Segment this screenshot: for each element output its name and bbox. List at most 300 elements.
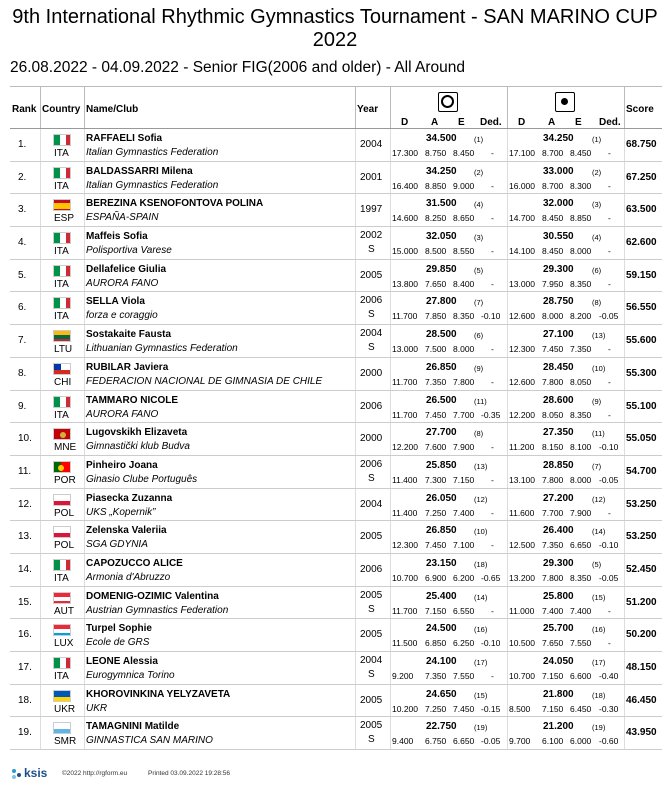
ball-d: 8.500: [509, 703, 531, 714]
gymnast-name: TAMMARO NICOLE: [86, 394, 179, 406]
ball-total: 29.300: [543, 557, 574, 569]
hoop-d: 9.200: [392, 671, 414, 681]
country-code: CHI: [54, 376, 72, 388]
country-flag-icon: [53, 232, 71, 244]
header-country: Country: [42, 104, 81, 115]
country-code: LUX: [54, 638, 74, 650]
club-name: Ecole de GRS: [86, 637, 150, 649]
page-subtitle: 26.08.2022 - 04.09.2022 - Senior FIG(2006 and older) - All Around: [10, 59, 465, 76]
year-value: 2006: [360, 295, 383, 307]
country-code: ITA: [54, 278, 69, 290]
header-a-1: A: [431, 117, 439, 128]
hoop-rank: (13): [474, 461, 488, 471]
ball-ded: -0.30: [599, 703, 619, 714]
ball-ded: -0.40: [599, 671, 619, 681]
final-score: 63.500: [626, 204, 657, 216]
birth-year: [360, 139, 382, 150]
ball-total: 21.200: [543, 721, 574, 733]
hoop-a: 8.250: [425, 213, 447, 224]
country-code: UKR: [54, 703, 76, 715]
hoop-d: 14.600: [392, 213, 418, 224]
hoop-e: 6.650: [453, 736, 475, 747]
hoop-a: 7.600: [425, 442, 447, 453]
country-flag-icon: [53, 265, 71, 277]
table-row: [10, 162, 662, 195]
club-name: SGA GDYNIA: [86, 539, 148, 551]
final-score: 48.150: [626, 662, 657, 673]
hoop-d: 13.000: [392, 344, 418, 355]
ball-rank: (10): [592, 363, 606, 373]
hoop-ded: -: [491, 148, 494, 158]
hoop-total: 27.800: [426, 296, 457, 308]
final-score: 59.150: [626, 269, 657, 281]
ball-total: 28.600: [543, 394, 574, 406]
country-flag-icon: [53, 657, 71, 669]
hoop-rank: (19): [474, 723, 488, 733]
hoop-ded: -: [491, 344, 494, 355]
table-row: [10, 129, 662, 162]
hoop-rank: (14): [474, 592, 488, 602]
hoop-d: 11.700: [392, 409, 418, 420]
birth-year: [360, 204, 382, 215]
hoop-d: 10.200: [392, 703, 418, 714]
hoop-d: 13.800: [392, 278, 418, 289]
ball-rank: (13): [592, 331, 606, 341]
club-name: UKR: [86, 702, 108, 714]
hoop-rank: (15): [474, 690, 488, 700]
hoop-total: 29.850: [426, 263, 457, 275]
hoop-ded: -: [491, 507, 494, 518]
birth-year: [360, 433, 382, 444]
year-value: 2001: [360, 171, 383, 183]
results-table: [10, 86, 662, 750]
ball-rank: (8): [592, 298, 602, 308]
final-score: 46.450: [626, 694, 657, 706]
ball-e: 6.450: [570, 703, 592, 714]
year-value: 2005: [360, 694, 383, 706]
ball-rank: (15): [592, 592, 606, 602]
gymnast-name: SELLA Viola: [86, 296, 145, 308]
ball-a: 7.150: [542, 671, 564, 681]
rank: 5.: [18, 269, 27, 281]
hoop-ded: -: [491, 246, 494, 257]
rank: 12.: [18, 498, 32, 510]
club-name: Austrian Gymnastics Federation: [86, 604, 229, 616]
rank: 16.: [18, 629, 32, 641]
ball-a: 8.000: [542, 311, 564, 322]
rank: 6.: [18, 302, 27, 314]
hoop-a: 7.850: [425, 311, 447, 322]
hoop-d: 10.700: [392, 572, 418, 583]
hoop-d: 16.400: [392, 180, 418, 191]
header-e-2: E: [575, 117, 582, 128]
year-value: 2005: [360, 589, 383, 601]
country-flag-icon: [53, 624, 71, 636]
rank: 2.: [18, 171, 27, 183]
country-flag-icon: [53, 330, 71, 342]
ball-total: 26.400: [543, 525, 574, 537]
hoop-total: 32.050: [426, 231, 457, 243]
ball-total: 29.300: [543, 263, 574, 275]
gymnast-name: RAFFAELI Sofia: [86, 133, 163, 144]
hoop-e: 7.150: [453, 474, 475, 485]
final-score: 55.050: [626, 433, 657, 445]
gymnast-name: KHOROVINKINA YELYZAVETA: [86, 688, 231, 700]
table-row: [10, 587, 662, 620]
birth-year: [360, 401, 382, 412]
ball-ded: -0.60: [599, 736, 619, 747]
country-flag-icon: [53, 494, 71, 506]
ball-d: 11.000: [509, 605, 535, 616]
hoop-e: 7.900: [453, 442, 475, 453]
rank: 15.: [18, 596, 32, 608]
ball-total: 30.550: [543, 231, 574, 243]
hoop-rank: (5): [474, 265, 484, 275]
header-year: Year: [357, 104, 379, 115]
table-row: [10, 358, 662, 391]
country-code: ITA: [54, 409, 69, 421]
birth-year: [360, 230, 383, 256]
table-row: [10, 717, 662, 750]
table-row: [10, 227, 662, 260]
hoop-ded: -0.05: [481, 736, 501, 747]
ball-a: 8.450: [542, 213, 564, 224]
country-flag-icon: [53, 167, 71, 179]
senior-mark: S: [368, 244, 375, 256]
hoop-d: 17.300: [392, 148, 418, 158]
hoop-a: 7.500: [425, 344, 447, 355]
header-rank: Rank: [12, 104, 37, 115]
ball-icon: [555, 92, 575, 112]
hoop-total: 26.850: [426, 525, 457, 537]
hoop-rank: (18): [474, 559, 488, 569]
ball-a: 7.400: [542, 605, 564, 616]
hoop-d: 11.400: [392, 474, 418, 485]
ball-rank: (19): [592, 723, 606, 733]
hoop-d: 15.000: [392, 246, 418, 257]
gymnast-name: Pinheiro Joana: [86, 459, 158, 471]
birth-year: [360, 564, 382, 575]
club-name: AURORA FANO: [86, 408, 159, 420]
rank: 11.: [18, 465, 32, 477]
ball-d: 9.700: [509, 736, 531, 747]
hoop-e: 8.450: [453, 148, 475, 158]
hoop-a: 6.850: [425, 638, 447, 649]
country-code: ITA: [54, 311, 69, 323]
senior-mark: S: [368, 309, 375, 321]
year-value: 2006: [360, 458, 383, 470]
country-flag-icon: [53, 134, 71, 146]
ball-total: 27.100: [543, 329, 574, 341]
hoop-total: 28.500: [426, 329, 457, 341]
final-score: 62.600: [626, 237, 657, 249]
birth-year: [360, 295, 383, 321]
table-row: [10, 554, 662, 587]
hoop-e: 7.100: [453, 540, 475, 551]
country-code: ITA: [54, 180, 69, 192]
club-name: Italian Gymnastics Federation: [86, 179, 219, 191]
country-flag-icon: [53, 592, 71, 604]
hoop-e: 8.350: [453, 311, 475, 322]
senior-mark: S: [368, 669, 375, 680]
table-row: [10, 391, 662, 424]
hoop-e: 8.550: [453, 246, 475, 257]
hoop-d: 11.500: [392, 638, 418, 649]
hoop-e: 6.550: [453, 605, 475, 616]
hoop-rank: (8): [474, 429, 484, 439]
ball-d: 12.200: [509, 409, 535, 420]
hoop-a: 7.450: [425, 409, 447, 420]
ball-e: 8.350: [570, 409, 592, 420]
year-value: 2005: [360, 629, 383, 641]
rank: 9.: [18, 400, 27, 412]
header-score: Score: [626, 104, 654, 115]
hoop-e: 6.250: [453, 638, 475, 649]
final-score: 43.950: [626, 727, 657, 739]
hoop-ded: -0.10: [481, 311, 501, 322]
senior-mark: S: [368, 472, 375, 484]
birth-year: [360, 720, 383, 746]
ball-ded: -: [608, 148, 611, 158]
hoop-e: 6.200: [453, 572, 475, 583]
country-flag-icon: [53, 396, 71, 408]
gymnast-name: BEREZINA KSENOFONTOVA POLINA: [86, 198, 264, 210]
ball-e: 8.350: [570, 572, 592, 583]
country-code: MNE: [54, 442, 77, 454]
year-value: 1997: [360, 204, 383, 216]
rank: 13.: [18, 531, 32, 543]
gymnast-name: Dellafelice Giulia: [86, 263, 167, 275]
ball-e: 8.000: [570, 474, 592, 485]
hoop-e: 8.000: [453, 344, 475, 355]
hoop-ded: -0.10: [481, 638, 501, 649]
senior-mark: S: [368, 734, 375, 746]
gymnast-name: RUBILAR Javiera: [86, 361, 169, 373]
final-score: 56.550: [626, 302, 657, 314]
country-code: ITA: [54, 246, 69, 258]
final-score: 51.200: [626, 596, 657, 608]
ball-total: 28.850: [543, 459, 574, 471]
ball-e: 7.400: [570, 605, 592, 616]
gymnast-name: Lugovskikh Elizaveta: [86, 427, 188, 439]
hoop-a: 8.750: [425, 148, 447, 158]
table-body: [10, 129, 662, 750]
hoop-rank: (16): [474, 625, 488, 635]
ball-d: 10.500: [509, 638, 535, 649]
hoop-ded: -: [491, 474, 494, 485]
ball-rank: (17): [592, 658, 606, 667]
ball-total: 25.700: [543, 623, 574, 635]
hoop-total: 24.650: [426, 688, 457, 700]
hoop-total: 24.100: [426, 656, 457, 667]
hoop-ded: -: [491, 180, 494, 191]
hoop-e: 7.400: [453, 507, 475, 518]
country-flag-icon: [53, 526, 71, 538]
footer-copyright: ©2022 http://rgform.eu: [62, 770, 128, 777]
club-name: AURORA FANO: [86, 277, 159, 289]
hoop-d: 11.700: [392, 311, 418, 322]
ball-d: 13.200: [509, 572, 535, 583]
rank: 3.: [18, 204, 27, 216]
country-flag-icon: [53, 199, 71, 211]
header-a-2: A: [548, 117, 556, 128]
year-value: 2000: [360, 433, 383, 445]
ball-a: 7.650: [542, 638, 564, 649]
hoop-total: 26.050: [426, 492, 457, 504]
ball-ded: -: [608, 180, 611, 191]
ball-a: 8.700: [542, 180, 564, 191]
ball-d: 14.100: [509, 246, 535, 257]
year-value: 2006: [360, 400, 383, 412]
header-name: Name/Club: [86, 104, 139, 115]
final-score: 68.750: [626, 139, 657, 150]
ball-total: 24.050: [543, 656, 574, 667]
hoop-total: 24.500: [426, 623, 457, 635]
country-code: ESP: [54, 213, 75, 225]
hoop-d: 11.700: [392, 605, 418, 616]
ball-d: 14.700: [509, 213, 535, 224]
header-e-1: E: [458, 117, 465, 128]
ball-total: 33.000: [543, 165, 574, 177]
ball-e: 8.100: [570, 442, 592, 453]
hoop-e: 8.650: [453, 213, 475, 224]
ball-e: 8.200: [570, 311, 592, 322]
hoop-a: 6.900: [425, 572, 447, 583]
gymnast-name: Sostakaite Fausta: [86, 329, 172, 341]
ball-e: 6.650: [570, 540, 592, 551]
hoop-rank: (9): [474, 363, 484, 373]
birth-year: [360, 629, 382, 640]
rank: 4.: [18, 237, 27, 249]
hoop-d: 12.200: [392, 442, 418, 453]
ball-rank: (14): [592, 527, 606, 537]
hoop-ded: -: [491, 278, 494, 289]
final-score: 55.600: [626, 335, 657, 347]
ball-a: 7.950: [542, 278, 564, 289]
hoop-ded: -: [491, 213, 494, 224]
hoop-total: 26.500: [426, 394, 457, 406]
ball-rank: (7): [592, 461, 602, 471]
ball-e: 7.900: [570, 507, 592, 518]
hoop-a: 7.300: [425, 474, 447, 485]
country-code: LTU: [54, 344, 73, 356]
ball-ded: -: [608, 376, 611, 387]
ball-total: 32.000: [543, 198, 574, 210]
header-d-2: D: [518, 117, 526, 128]
ball-ded: -0.10: [599, 442, 619, 453]
ball-rank: (2): [592, 167, 602, 177]
birth-year: [360, 531, 382, 542]
ball-d: 16.000: [509, 180, 535, 191]
hoop-total: 23.150: [426, 557, 457, 569]
table-row: [10, 260, 662, 293]
table-row: [10, 489, 662, 522]
ball-rank: (18): [592, 690, 606, 700]
birth-year: [360, 172, 382, 183]
hoop-rank: (2): [474, 167, 484, 177]
ball-ded: -: [608, 246, 611, 257]
ball-rank: (16): [592, 625, 606, 635]
country-flag-icon: [53, 428, 71, 440]
ball-total: 28.450: [543, 361, 574, 373]
ksis-logo: [12, 766, 47, 780]
gymnast-name: TAMAGNINI Matilde: [86, 721, 180, 733]
ball-e: 8.300: [570, 180, 592, 191]
club-name: forza e coraggio: [86, 310, 158, 322]
birth-year: [360, 458, 383, 484]
ball-e: 6.000: [570, 736, 592, 747]
hoop-total: 34.250: [426, 165, 457, 177]
gymnast-name: CAPOZUCCO ALICE: [86, 557, 183, 569]
ball-ded: -: [608, 344, 611, 355]
hoop-rank: (3): [474, 233, 484, 243]
ball-rank: (9): [592, 396, 602, 406]
ball-total: 28.750: [543, 296, 574, 308]
club-name: Polisportiva Varese: [86, 245, 172, 257]
gymnast-name: BALDASSARRI Milena: [86, 165, 193, 177]
ball-a: 7.800: [542, 474, 564, 485]
ball-e: 6.600: [570, 671, 592, 681]
ball-a: 7.350: [542, 540, 564, 551]
country-flag-icon: [53, 363, 71, 375]
hoop-a: 7.250: [425, 507, 447, 518]
ball-ded: -0.05: [599, 572, 619, 583]
ball-d: 13.000: [509, 278, 535, 289]
ball-e: 8.000: [570, 246, 592, 257]
hoop-a: 7.450: [425, 540, 447, 551]
ball-d: 13.100: [509, 474, 535, 485]
hoop-d: 11.400: [392, 507, 418, 518]
gymnast-name: Maffeis Sofia: [86, 231, 148, 243]
hoop-total: 25.400: [426, 590, 457, 602]
ball-total: 34.250: [543, 133, 574, 144]
hoop-a: 7.350: [425, 376, 447, 387]
ball-e: 8.450: [570, 148, 592, 158]
hoop-rank: (1): [474, 135, 484, 144]
ball-rank: (11): [592, 429, 605, 439]
hoop-e: 7.700: [453, 409, 475, 420]
table-row: [10, 292, 662, 325]
ball-rank: (4): [592, 233, 602, 243]
birth-year: [360, 270, 382, 281]
year-value: 2004: [360, 655, 383, 666]
ball-a: 7.450: [542, 344, 564, 355]
ball-rank: (3): [592, 200, 602, 210]
club-name: Gimnastički klub Budva: [86, 441, 190, 453]
hoop-a: 6.750: [425, 736, 447, 747]
table-row: [10, 521, 662, 554]
hoop-ded: -0.35: [481, 409, 501, 420]
hoop-total: 26.850: [426, 361, 457, 373]
club-name: Lithuanian Gymnastics Federation: [86, 343, 238, 355]
table-row: [10, 652, 662, 685]
hoop-ded: -: [491, 671, 494, 681]
country-code: POR: [54, 474, 76, 486]
hoop-a: 7.250: [425, 703, 447, 714]
country-flag-icon: [53, 690, 71, 702]
ball-d: 11.200: [509, 442, 535, 453]
hoop-d: 11.700: [392, 376, 418, 387]
year-value: 2000: [360, 367, 383, 379]
rank: 7.: [18, 335, 27, 347]
rank: 1.: [18, 139, 27, 150]
hoop-a: 8.850: [425, 180, 447, 191]
hoop-ded: -0.15: [481, 703, 501, 714]
table-row: [10, 325, 662, 358]
country-flag-icon: [53, 559, 71, 571]
club-name: Ginasio Clube Português: [86, 473, 198, 485]
hoop-e: 7.450: [453, 703, 475, 714]
